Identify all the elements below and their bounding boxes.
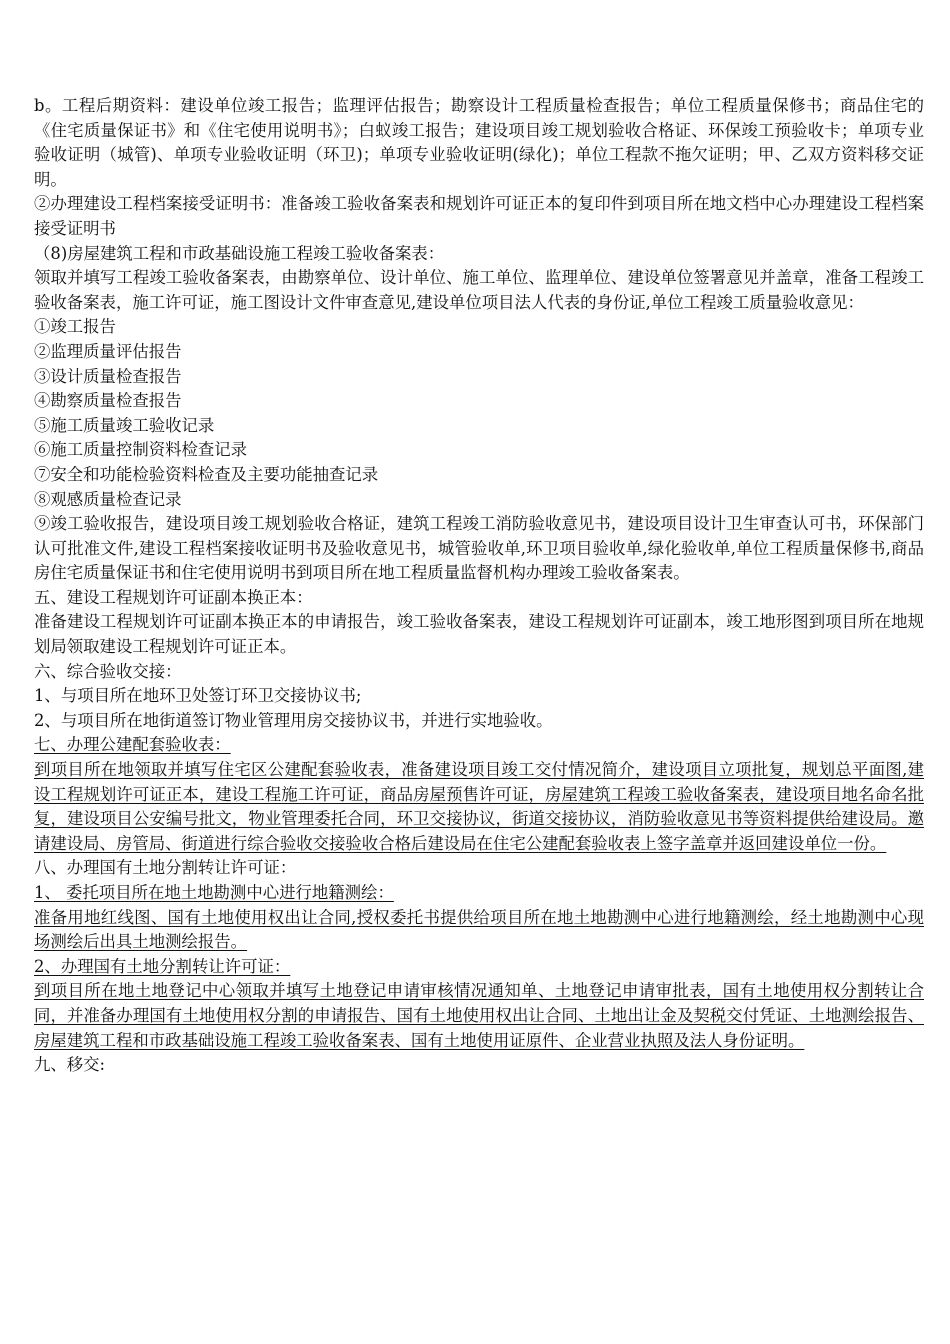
heading-8-completion-record: （8)房屋建筑工程和市政基础设施工程竣工验收备案表：	[34, 243, 445, 263]
section-7-body	[34, 758, 924, 856]
section-8-sub-2-body	[34, 979, 924, 1053]
list-item-2: ②监理质量评估报告	[34, 341, 182, 361]
list-item-8: ⑧观感质量检查记录	[34, 489, 182, 509]
list-item-9: ⑨竣工验收报告，建设项目竣工规划验收合格证，建筑工程竣工消防验收意见书，建设项目设计卫生审查认可书，环保部门认可批准文件,建设工程档案接收证明书及验收意见书，城管验收单,环卫项目验收单,绿化验收单,单位工程质量保修书,商品房住宅质量保证书和住宅使用说明书到项目所在地工程质量监督机构办理竣工验收备案表。	[34, 514, 924, 583]
section-9-title: 九、移交:	[34, 1055, 106, 1075]
list-item-6: ⑥施工质量控制资料检查记录	[34, 440, 248, 460]
list-item-4: ④勘察质量检查报告	[34, 391, 182, 411]
item-archive-certificate: ②办理建设工程档案接受证明书：准备竣工验收备案表和规划许可证正本的复印件到项目所在地文档中心办理建设工程档案接受证明书	[34, 194, 924, 238]
section-8-title: 八、办理国有土地分割转让许可证：	[34, 858, 297, 878]
section-8-sub-1-body-text: 准备用地红线图、国有土地使用权出让合同,授权委托书提供给项目所在地土地勘测中心进行地籍测绘，经土地勘测中心现场测绘后出具土地测绘报告。	[34, 907, 924, 952]
document-page	[34, 94, 924, 1078]
section-6-item-2: 2、与项目所在地街道签订物业管理用房交接协议书，并进行实地验收。	[34, 710, 553, 730]
section-5-title: 五、建设工程规划许可证副本换正本：	[34, 587, 313, 607]
section-6-item-1: 1、与项目所在地环卫处签订环卫交接协议书;	[34, 686, 362, 706]
paragraph-8-completion-record: 领取并填写工程竣工验收备案表，由勘察单位、设计单位、施工单位、监理单位、建设单位签署意见并盖章，准备工程竣工验收备案表，施工许可证，施工图设计文件审查意见,建设单位项目法人代表的身份证,单位工程竣工质量验收意见：	[34, 268, 924, 312]
list-item-3: ③设计质量检查报告	[34, 366, 182, 386]
section-7-title	[34, 733, 924, 758]
section-8-sub-1-body	[34, 906, 924, 955]
list-item-1: ①竣工报告	[34, 317, 116, 337]
section-8-sub-2-body-text: 到项目所在地土地登记中心领取并填写土地登记申请审核情况通知单、土地登记申请审批表，国有土地使用权分割转让合同，并准备办理国有土地使用权分割的申请报告、国有土地使用权出让合同、土地出让金及契税交付凭证、土地测绘报告、房屋建筑工程和市政基础设施工程竣工验收备案表、国有土地使用证原件、企业营业执照及法人身份证明。	[34, 981, 924, 1050]
paragraph-b-late-materials: b。工程后期资料：建设单位竣工报告；监理评估报告；勘察设计工程质量检查报告；单位工程质量保修书；商品住宅的《住宅质量保证书》和《住宅使用说明书》；白蚁竣工报告；建设项目竣工规划验收合格证、环保竣工预验收卡；单项专业验收证明（城管)、单项专业验收证明（环卫)；单项专业验收证明(绿化)；单位工程款不拖欠证明；甲、乙双方资料移交证明。	[34, 96, 924, 189]
section-7-body-text: 到项目所在地领取并填写住宅区公建配套验收表，准备建设项目竣工交付情况简介，建设项目立项批复，规划总平面图,建设工程规划许可证正本，建设工程施工许可证，商品房屋预售许可证，房屋建筑工程竣工验收备案表，建设项目地名命名批复，建设项目公安编号批文，物业管理委托合同，环卫交接协议，街道交接协议，消防验收意见书等资料提供给建设局。邀请建设局、房管局、街道进行综合验收交接验收合格后建设局在住宅公建配套验收表上签字盖章并返回建设单位一份。	[34, 760, 924, 853]
section-8-sub-1-title-text: 1、 委托项目所在地土地勘测中心进行地籍测绘：	[34, 883, 394, 902]
section-5-body: 准备建设工程规划许可证副本换正本的申请报告，竣工验收备案表，建设工程规划许可证副本，竣工地形图到项目所在地规划局领取建设工程规划许可证正本。	[34, 612, 924, 657]
list-item-7: ⑦安全和功能检验资料检查及主要功能抽查记录	[34, 464, 379, 484]
section-6-title: 六、综合验收交接：	[34, 661, 182, 681]
section-7-title-text: 七、办理公建配套验收表：	[34, 735, 231, 755]
section-8-sub-2-title-text: 2、办理国有土地分割转让许可证：	[34, 956, 291, 976]
section-8-sub-1-title	[34, 881, 924, 906]
section-8-sub-2-title	[34, 955, 924, 980]
list-item-5: ⑤施工质量竣工验收记录	[34, 415, 215, 435]
